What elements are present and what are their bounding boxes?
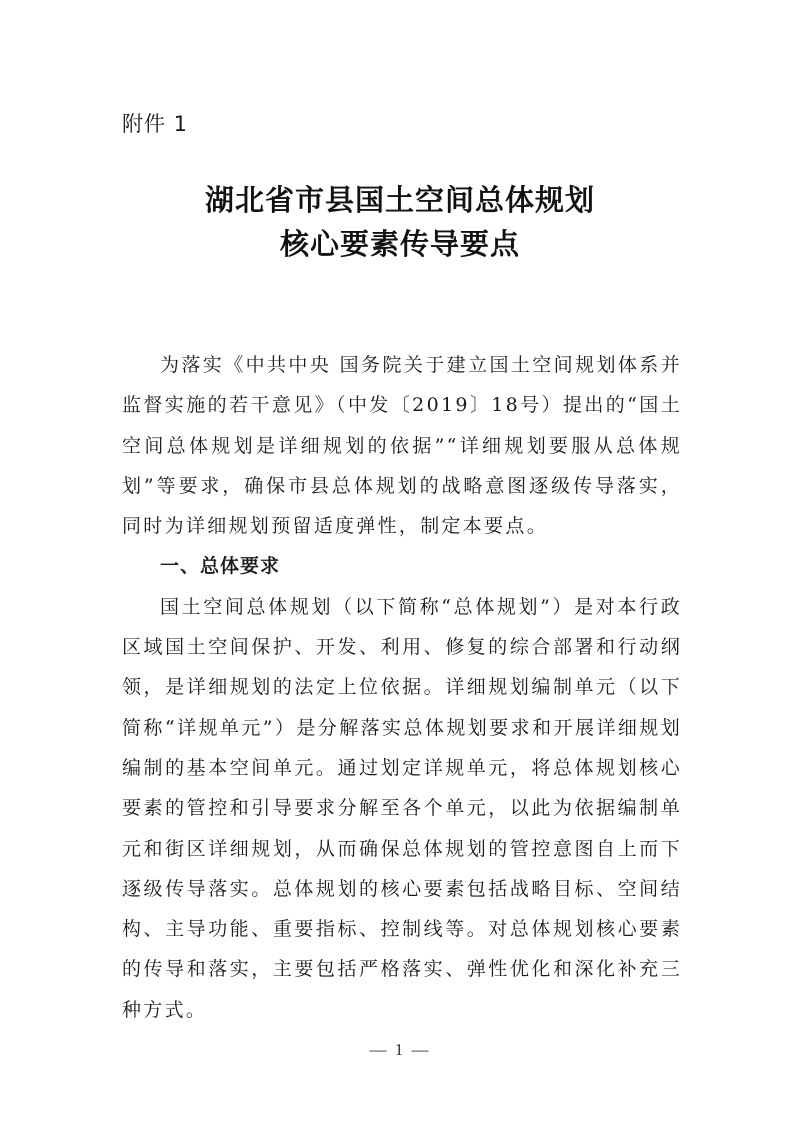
document-body (122, 345, 682, 1030)
intro-paragraph: 为落实《中共中央 国务院关于建立国土空间规划体系并监督实施的若干意见》（中发〔2019〕18号）提出的“国土空间总体规划是详细规划的依据”“详细规划要服从总体规划”等要求，确保市县总体规划的战略意图逐级传导落实，同时为详细规划预留适度弹性，制定本要点。 (122, 354, 682, 538)
section-paragraph: 国土空间总体规划（以下简称“总体规划”）是对本行政区域国土空间保护、开发、利用、修复的综合部署和行动纲领，是详细规划的法定上位依据。详细规划编制单元（以下简称“详规单元”）是分解落实总体规划要求和开展详细规划编制的基本空间单元。通过划定详规单元，将总体规划核心要素的管控和引导要求分解至各个单元，以此为依据编制单元和街区详细规划，从而确保总体规划的管控意图自上而下逐级传导落实。总体规划的核心要素包括战略目标、空间结构、主导功能、重要指标、控制线等。对总体规划核心要素的传导和落实，主要包括严格落实、弹性优化和深化补充三种方式。 (122, 595, 682, 1021)
page-number: — 1 — (369, 1040, 431, 1059)
attachment-label: 附件 1 (122, 112, 189, 136)
section-heading: 一、总体要求 (160, 555, 281, 578)
document-title-line1: 湖北省市县国土空间总体规划 (204, 183, 595, 217)
document-title-line2: 核心要素传导要点 (279, 227, 520, 261)
